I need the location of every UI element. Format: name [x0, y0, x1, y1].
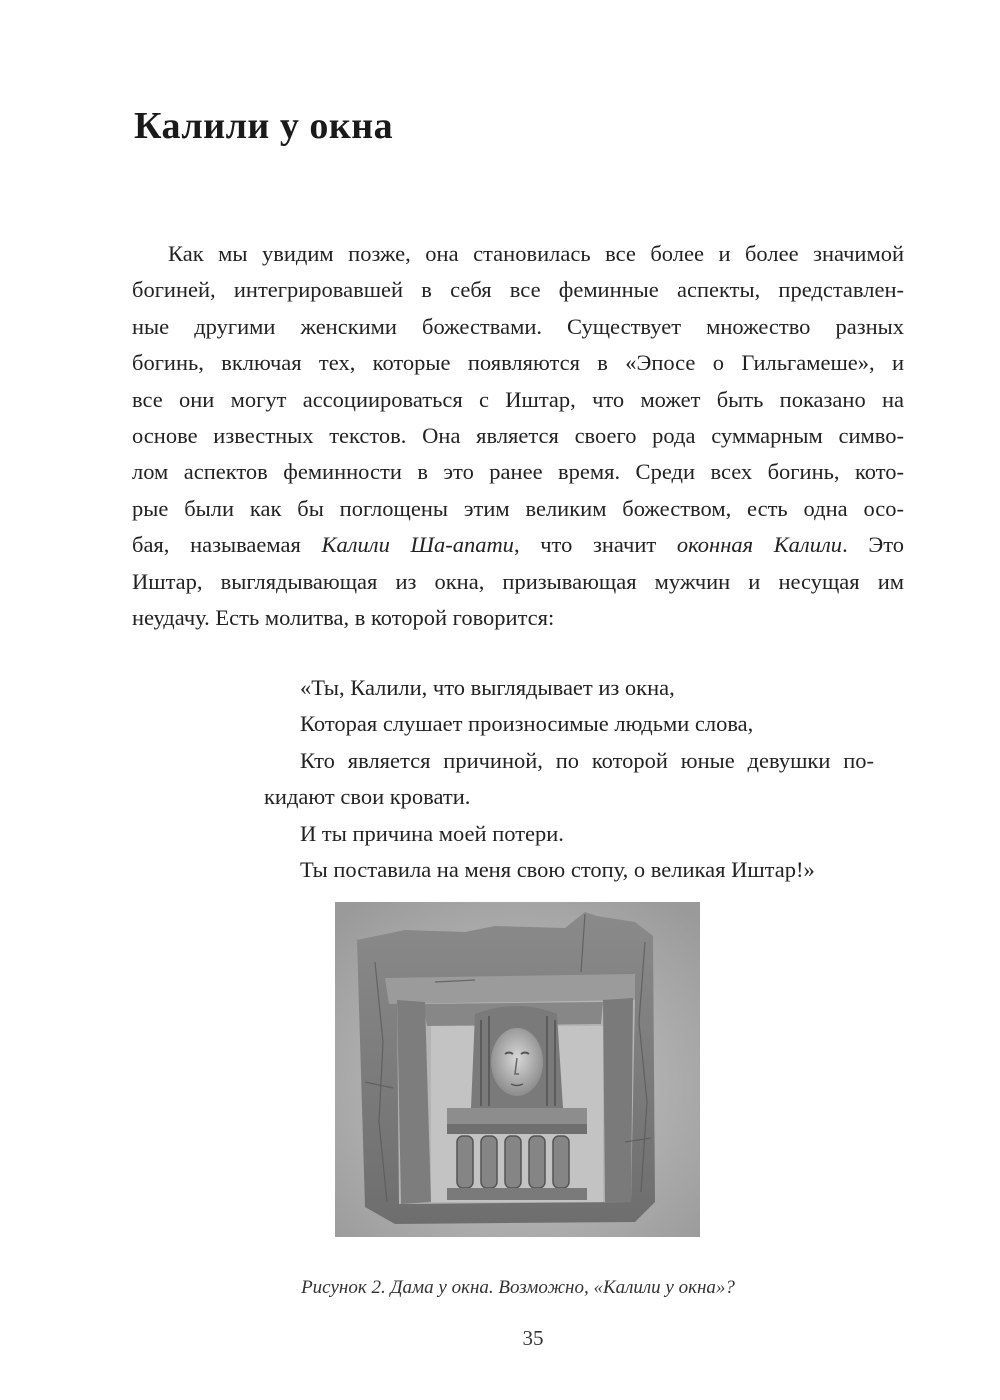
paragraph-line: лом аспектов феминности в это ранее время. Среди всех богинь, кото-	[132, 459, 904, 485]
body-paragraph	[132, 236, 904, 636]
prayer-line: И ты причина моей потери.	[300, 820, 564, 846]
lintel	[385, 974, 635, 1004]
paragraph-line: неудачу. Есть молитва, в которой говорится:	[132, 604, 555, 630]
line-text: бая, называемая	[132, 532, 322, 558]
right-post	[603, 998, 633, 1202]
figure-caption: Рисунок 2. Дама у окна. Возможно, «Калили у окна»?	[301, 1277, 735, 1298]
relief-illustration	[335, 902, 700, 1237]
chapter-title: Калили у окна	[134, 105, 394, 147]
prayer-quote	[264, 670, 874, 888]
figure-woman-at-window-relief	[335, 902, 700, 1237]
prayer-line: Кто является причиной, по которой юные девушки по-	[300, 747, 874, 773]
paragraph-line: рые были как бы поглощены этим великим божеством, есть одна осо-	[132, 495, 904, 521]
window-sill	[447, 1108, 587, 1124]
line-text: . Это	[842, 532, 904, 558]
paragraph-line: богинь, включая тех, которые появляются в «Эпосе о Гильгамеше», и	[132, 350, 904, 376]
prayer-line: «Ты, Калили, что выглядывает из окна,	[300, 675, 675, 700]
italic-term-window-kalili: оконная Калили	[676, 532, 843, 558]
paragraph-line: основе известных текстов. Она является своего рода суммарным симво-	[132, 422, 904, 448]
prayer-line: Которая слушает произносимые людьми слова,	[300, 711, 754, 737]
prayer-line: кидают свои кровати.	[264, 784, 471, 810]
prayer-line: Ты поставила на меня свою стопу, о великая Иштар!»	[300, 856, 815, 882]
italic-term-kalili-sha-apati: Калили Ша-апати	[321, 532, 514, 558]
paragraph-line-with-italics	[132, 527, 904, 563]
paragraph-line: Как мы увидим позже, она становилась все более и более значимой	[168, 241, 904, 266]
paragraph-line: ные другими женскими божествами. Существует множество разных	[132, 313, 904, 339]
paragraph-line: все они могут ассоциироваться с Иштар, что может быть показано на	[132, 386, 904, 412]
paragraph-line: богиней, интегрировавшей в себя все феминные аспекты, представлен-	[132, 277, 904, 303]
balustrade-base	[447, 1188, 587, 1200]
line-text: , что значит	[513, 532, 677, 558]
paragraph-line: Иштар, выглядывающая из окна, призывающая мужчин и несущая им	[132, 568, 904, 594]
page-number: 35	[522, 1326, 544, 1350]
